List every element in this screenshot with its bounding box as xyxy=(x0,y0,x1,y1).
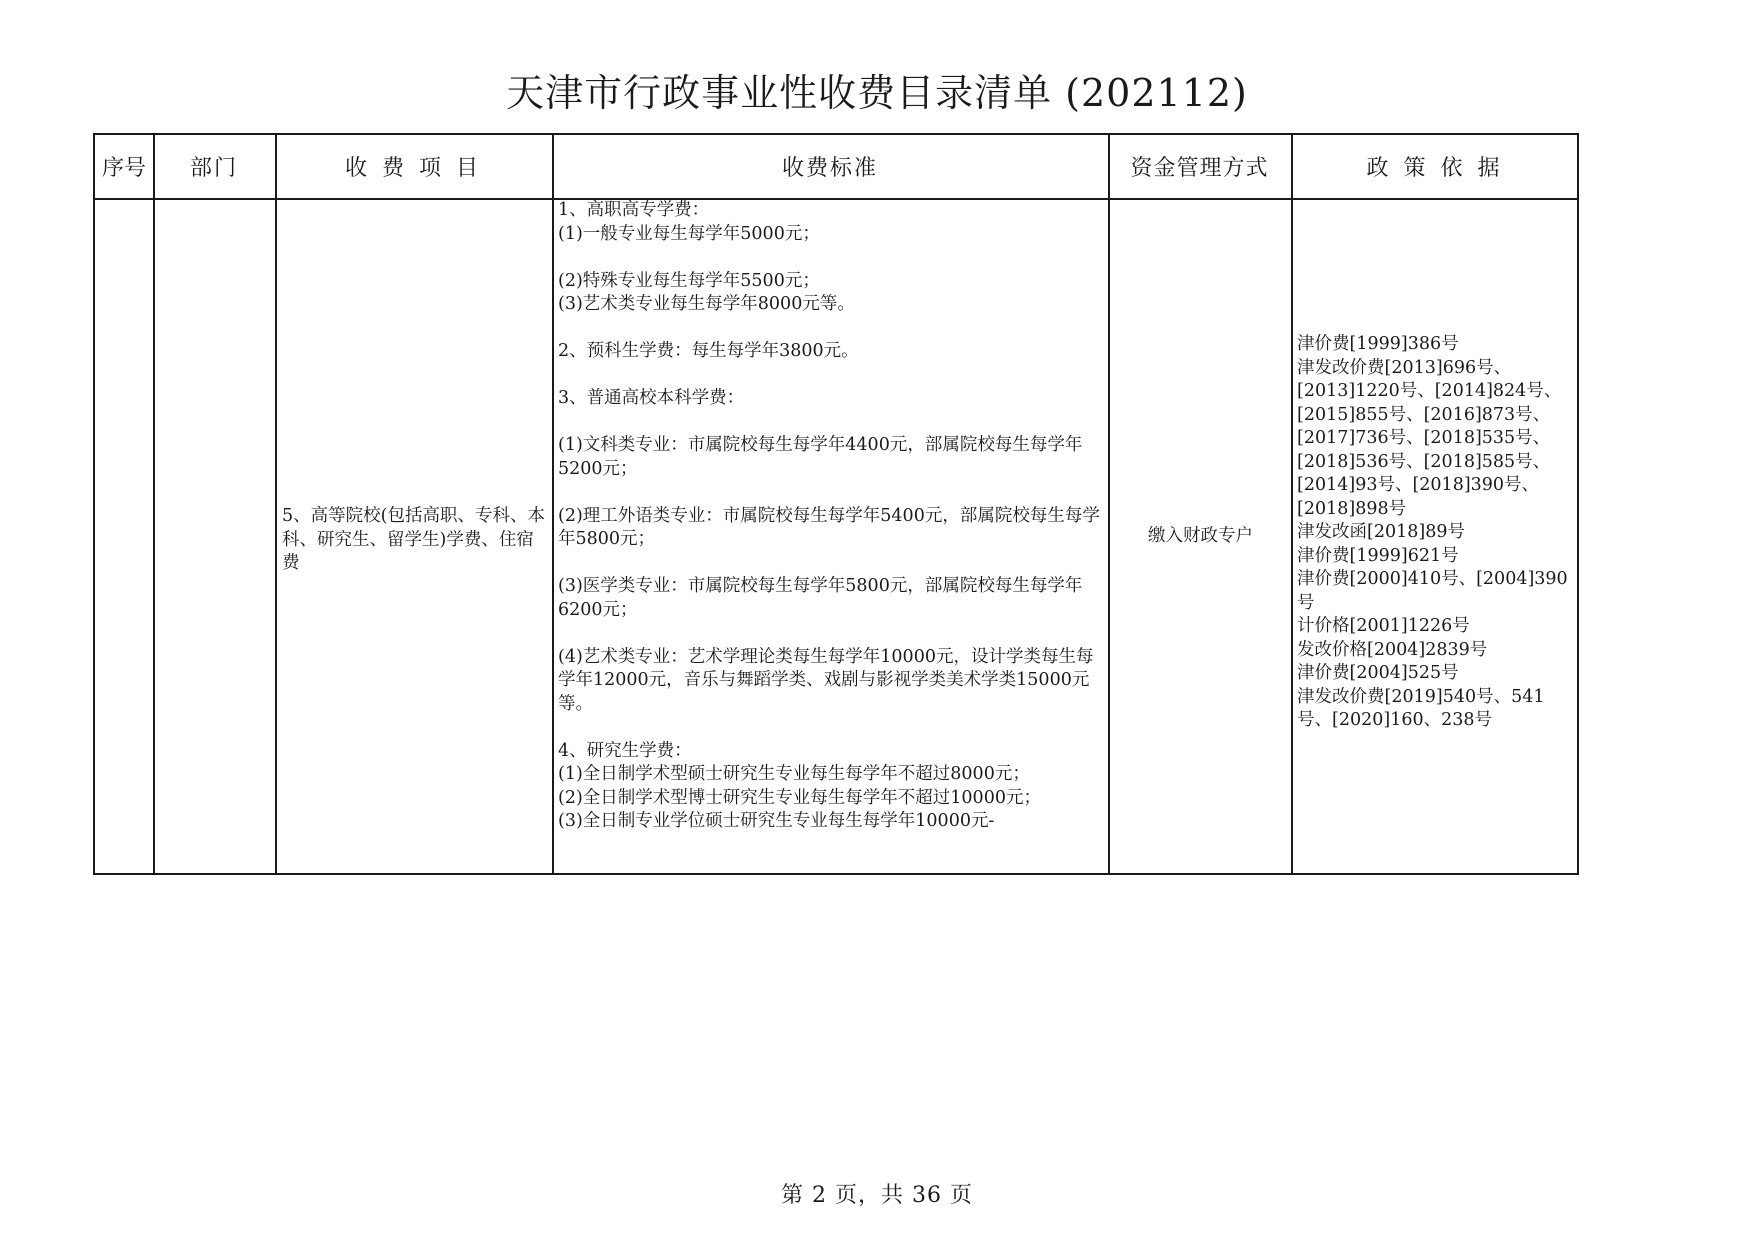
cell-fund-management: 缴入财政专户 xyxy=(1148,526,1253,546)
header-seq: 序号 xyxy=(101,156,146,181)
header-dept: 部门 xyxy=(189,156,238,181)
standard-line: (1)一般专业每生每学年5000元； xyxy=(558,223,820,244)
standard-line: (2)全日制学术型博士研究生专业每生每学年不超过10000元； xyxy=(558,787,1041,808)
fee-catalog-table xyxy=(93,133,1579,875)
cell-dept xyxy=(155,200,275,875)
standard-line: 4、研究生学费： xyxy=(558,740,692,761)
column-divider xyxy=(1108,135,1110,873)
policy-line: 津价费[1999]621号 xyxy=(1297,545,1459,566)
cell-fee-standard xyxy=(558,199,1104,875)
standard-line: (2)特殊专业每生每学年5500元； xyxy=(558,270,820,291)
cell-fee-item: 5、高等院校(包括高职、专科、本科、研究生、留学生)学费、住宿费 xyxy=(282,506,545,573)
page-title: 天津市行政事业性收费目录清单 (202112) xyxy=(506,71,1248,115)
policy-line: 津价费[2000]410号、[2004]390号 xyxy=(1297,569,1568,613)
header-policy: 政 策 依 据 xyxy=(1366,156,1504,181)
column-divider xyxy=(552,135,554,873)
cell-policy-basis xyxy=(1297,333,1577,733)
column-divider xyxy=(1291,135,1293,873)
standard-line: (1)全日制学术型硕士研究生专业每生每学年不超过8000元； xyxy=(558,764,1030,784)
header-standard: 收费标准 xyxy=(781,156,878,181)
policy-line: 津发改价费[2013]696号、[2013]1220号、[2014]824号、[2015]855号、[2016]873号、[2017]736号、[2018]535号、[2018]536号、[2018]585号、[2014]93号、[2018]390号、[2018]898号 xyxy=(1297,357,1562,519)
policy-line: 发改价格[2004]2839号 xyxy=(1297,639,1488,660)
header-item: 收 费 项 目 xyxy=(345,156,482,181)
cell-seq xyxy=(95,200,153,875)
standard-line: (1)文科类专业：市属院校每生每学年4400元，部属院校每生每学年5200元； xyxy=(558,435,1083,479)
standard-line: 3、普通高校本科学费： xyxy=(558,388,745,408)
standard-line: (2)理工外语类专业：市属院校每生每学年5400元，部属院校每生每学年5800元； xyxy=(558,505,1100,549)
policy-line: 津发改函[2018]89号 xyxy=(1297,522,1465,542)
standard-line: (4)艺术类专业：艺术学理论类每生每学年10000元，设计学类每生每学年12000元，音乐与舞蹈学类、戏剧与影视学类美术学类15000元等。 xyxy=(558,646,1094,714)
standard-line: 1、高职高专学费： xyxy=(558,200,710,220)
policy-line: 计价格[2001]1226号 xyxy=(1297,616,1470,636)
policy-line: 津发改价费[2019]540号、541号、[2020]160、238号 xyxy=(1297,686,1545,730)
policy-line: 津价费[2004]525号 xyxy=(1297,663,1459,683)
standard-line: (3)全日制专业学位硕士研究生专业每生每学年10000元- xyxy=(558,811,995,831)
column-divider xyxy=(275,135,277,873)
header-fund: 资金管理方式 xyxy=(1130,156,1269,181)
standard-line: (3)医学类专业：市属院校每生每学年5800元，部属院校每生每学年6200元； xyxy=(558,576,1083,620)
page-footer: 第 2 页，共 36 页 xyxy=(781,1183,973,1208)
standard-line: (3)艺术类专业每生每学年8000元等。 xyxy=(558,294,855,314)
policy-line: 津价费[1999]386号 xyxy=(1297,334,1459,354)
standard-line: 2、预科生学费：每生每学年3800元。 xyxy=(558,341,859,361)
